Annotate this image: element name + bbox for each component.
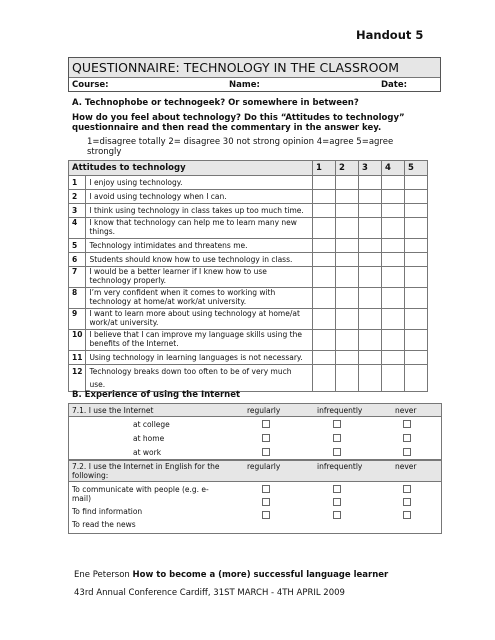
checkbox[interactable] [403, 420, 411, 428]
checkbox[interactable] [333, 498, 341, 506]
rating-cell-3[interactable] [359, 176, 382, 190]
rating-cell-4[interactable] [382, 176, 405, 190]
handout-label: Handout 5 [356, 28, 424, 42]
item-text [86, 267, 313, 288]
rating-cell-5[interactable] [405, 309, 428, 330]
rating-cell-4[interactable] [382, 309, 405, 330]
item-text-line: Technology breaks down too often to be of very much use. [89, 367, 292, 389]
item-text-line: I avoid using technology when I can. [89, 192, 227, 201]
item-text-line: Technology intimidates and threatens me. [89, 241, 248, 250]
q1-label: 7.1. I use the Internet [72, 406, 154, 415]
rating-cell-3[interactable] [359, 204, 382, 218]
rating-cell-1[interactable] [313, 218, 336, 239]
rating-cell-1[interactable] [313, 267, 336, 288]
rating-cell-3[interactable] [359, 239, 382, 253]
q1-body [68, 417, 442, 460]
item-text [86, 190, 313, 204]
q1-row-label: at college [133, 420, 170, 429]
item-text [86, 288, 313, 309]
q2-row-label: To read the news [72, 520, 136, 529]
item-text-line: I would be a better learner if I knew how to use [89, 267, 267, 276]
item-number: 6 [69, 253, 86, 267]
checkbox[interactable] [262, 485, 270, 493]
item-text-line: I enjoy using technology. [89, 178, 183, 187]
table-row [69, 253, 428, 267]
item-text-line: I know that technology can help me to learn many new [89, 218, 297, 227]
rating-cell-4[interactable] [382, 239, 405, 253]
rating-cell-3[interactable] [359, 218, 382, 239]
rating-cell-2[interactable] [336, 176, 359, 190]
item-text-line: I believe that I can improve my language skills using the [89, 330, 302, 339]
item-text-line: I want to learn more about using technology at home/at [89, 309, 300, 318]
item-text-line: benefits of the Internet. [89, 339, 179, 348]
rating-cell-5[interactable] [405, 204, 428, 218]
scale-legend-2: strongly [87, 147, 122, 157]
item-text [86, 309, 313, 330]
item-number: 1 [69, 176, 86, 190]
rating-cell-1[interactable] [313, 204, 336, 218]
item-number: 4 [69, 218, 86, 239]
item-number: 7 [69, 267, 86, 288]
rating-cell-4[interactable] [382, 218, 405, 239]
rating-cell-1[interactable] [313, 176, 336, 190]
table-row [69, 239, 428, 253]
scale-1-header: 1 [313, 161, 336, 176]
rating-cell-4[interactable] [382, 253, 405, 267]
q2-row-label: To find information [72, 507, 143, 516]
rating-cell-5[interactable] [405, 351, 428, 365]
table-row [69, 267, 428, 288]
q1-col-infrequently: infrequently [317, 406, 363, 415]
rating-cell-2[interactable] [336, 204, 359, 218]
scale-5-header: 5 [405, 161, 428, 176]
item-text [86, 239, 313, 253]
rating-cell-3[interactable] [359, 351, 382, 365]
rating-cell-3[interactable] [359, 309, 382, 330]
rating-cell-5[interactable] [405, 176, 428, 190]
info-row [69, 78, 440, 92]
item-number: 5 [69, 239, 86, 253]
checkbox[interactable] [262, 434, 270, 442]
q2-col-regularly: regularly [247, 462, 281, 471]
title-box [68, 57, 441, 92]
rating-cell-2[interactable] [336, 351, 359, 365]
rating-cell-3[interactable] [359, 253, 382, 267]
date-label: Date: [381, 80, 408, 90]
item-text [86, 365, 313, 392]
table-row [69, 204, 428, 218]
rating-cell-1[interactable] [313, 365, 336, 392]
rating-cell-2[interactable] [336, 330, 359, 351]
rating-cell-5[interactable] [405, 190, 428, 204]
item-number: 9 [69, 309, 86, 330]
rating-cell-4[interactable] [382, 330, 405, 351]
q2-row-label: mail) [72, 494, 91, 503]
rating-cell-2[interactable] [336, 365, 359, 392]
scale-4-header: 4 [382, 161, 405, 176]
scale-3-header: 3 [359, 161, 382, 176]
checkbox[interactable] [403, 485, 411, 493]
footer-talk-title: How to become a (more) successful language learner [132, 570, 389, 580]
q1-col-regularly: regularly [247, 406, 281, 415]
table-row [69, 309, 428, 330]
internet-experience-table [68, 403, 442, 534]
rating-cell-1[interactable] [313, 288, 336, 309]
q2-body [68, 482, 442, 534]
q2-header-row [68, 460, 442, 482]
rating-cell-5[interactable] [405, 218, 428, 239]
rating-cell-2[interactable] [336, 309, 359, 330]
item-number: 8 [69, 288, 86, 309]
rating-cell-3[interactable] [359, 190, 382, 204]
rating-cell-3[interactable] [359, 365, 382, 392]
item-number: 3 [69, 204, 86, 218]
checkbox[interactable] [403, 434, 411, 442]
item-text-line: technology at home/at work/at university. [89, 297, 247, 306]
footer-line-1 [74, 570, 388, 580]
q1-row-label: at work [133, 448, 162, 457]
course-label: Course: [72, 80, 109, 90]
item-text [86, 204, 313, 218]
scale-legend-1: 1=disagree totally 2= disagree 30 not strong opinion 4=agree 5=agree [87, 137, 394, 147]
rating-cell-1[interactable] [313, 253, 336, 267]
item-text-line: work/at university. [89, 318, 159, 327]
footer-author: Ene Peterson [74, 570, 130, 580]
section-b-heading: B. Experience of using the Internet [72, 390, 241, 400]
rating-cell-1[interactable] [313, 239, 336, 253]
item-number: 11 [69, 351, 86, 365]
table-row [69, 365, 428, 392]
rating-cell-3[interactable] [359, 288, 382, 309]
table-row [69, 330, 428, 351]
item-text [86, 253, 313, 267]
footer-line-2: 43rd Annual Conference Cardiff, 31ST MARCH - 4TH APRIL 2009 [74, 588, 345, 598]
item-text-line: things. [89, 227, 116, 236]
item-text [86, 218, 313, 239]
rating-cell-2[interactable] [336, 288, 359, 309]
table-row [69, 190, 428, 204]
table-row [69, 288, 428, 309]
item-number: 10 [69, 330, 86, 351]
rating-cell-5[interactable] [405, 330, 428, 351]
page-title: QUESTIONNAIRE: TECHNOLOGY IN THE CLASSROOM [69, 58, 440, 78]
rating-cell-1[interactable] [313, 330, 336, 351]
q2-col-never: never [395, 462, 417, 471]
item-text [86, 176, 313, 190]
rating-cell-5[interactable] [405, 239, 428, 253]
rating-cell-4[interactable] [382, 288, 405, 309]
q1-col-never: never [395, 406, 417, 415]
item-text-line: I think using technology in class takes up too much time. [89, 206, 304, 215]
rating-cell-2[interactable] [336, 267, 359, 288]
checkbox[interactable] [333, 485, 341, 493]
item-text-line: Students should know how to use technology in class. [89, 255, 293, 264]
item-text [86, 351, 313, 365]
rating-cell-5[interactable] [405, 253, 428, 267]
name-label: Name: [229, 80, 260, 90]
checkbox[interactable] [333, 511, 341, 519]
q1-row-label: at home [133, 434, 165, 443]
checkbox[interactable] [403, 448, 411, 456]
checkbox[interactable] [262, 498, 270, 506]
rating-cell-2[interactable] [336, 253, 359, 267]
rating-cell-1[interactable] [313, 309, 336, 330]
table-row [69, 218, 428, 239]
rating-cell-4[interactable] [382, 365, 405, 392]
scale-2-header: 2 [336, 161, 359, 176]
item-text [86, 330, 313, 351]
q2-col-infrequently: infrequently [317, 462, 363, 471]
checkbox[interactable] [403, 511, 411, 519]
rating-cell-2[interactable] [336, 190, 359, 204]
instruction-line-1: How do you feel about technology? Do this “Attitudes to technology” [72, 113, 405, 123]
rating-cell-3[interactable] [359, 267, 382, 288]
checkbox[interactable] [262, 420, 270, 428]
table-row [69, 176, 428, 190]
q2-label-1: 7.2. I use the Internet in English for the [72, 462, 220, 471]
item-number: 12 [69, 365, 86, 392]
section-a-heading: A. Technophobe or technogeek? Or somewhere in between? [72, 98, 359, 108]
checkbox[interactable] [333, 420, 341, 428]
rating-cell-2[interactable] [336, 218, 359, 239]
q2-label-2: following: [72, 471, 109, 480]
item-text-line: I’m very confident when it comes to working with [89, 288, 276, 297]
table-row [69, 351, 428, 365]
rating-cell-4[interactable] [382, 190, 405, 204]
item-text-line: technology properly. [89, 276, 167, 285]
rating-cell-5[interactable] [405, 288, 428, 309]
item-text-line: Using technology in learning languages is not necessary. [89, 353, 303, 362]
rating-cell-3[interactable] [359, 330, 382, 351]
checkbox[interactable] [403, 498, 411, 506]
rating-cell-4[interactable] [382, 351, 405, 365]
rating-cell-5[interactable] [405, 365, 428, 392]
rating-cell-4[interactable] [382, 267, 405, 288]
rating-cell-2[interactable] [336, 239, 359, 253]
rating-cell-5[interactable] [405, 267, 428, 288]
checkbox[interactable] [333, 434, 341, 442]
checkbox[interactable] [262, 511, 270, 519]
checkbox[interactable] [262, 448, 270, 456]
instruction-line-2: questionnaire and then read the commentary in the answer key. [72, 123, 382, 133]
checkbox[interactable] [333, 448, 341, 456]
attitudes-header: Attitudes to technology [69, 161, 313, 176]
rating-cell-1[interactable] [313, 351, 336, 365]
q2-row-label: To communicate with people (e.g. e- [72, 485, 209, 494]
rating-cell-1[interactable] [313, 190, 336, 204]
rating-cell-4[interactable] [382, 204, 405, 218]
attitudes-header-row [69, 161, 428, 176]
q1-header-row [68, 403, 442, 417]
item-number: 2 [69, 190, 86, 204]
attitudes-table [68, 160, 428, 392]
